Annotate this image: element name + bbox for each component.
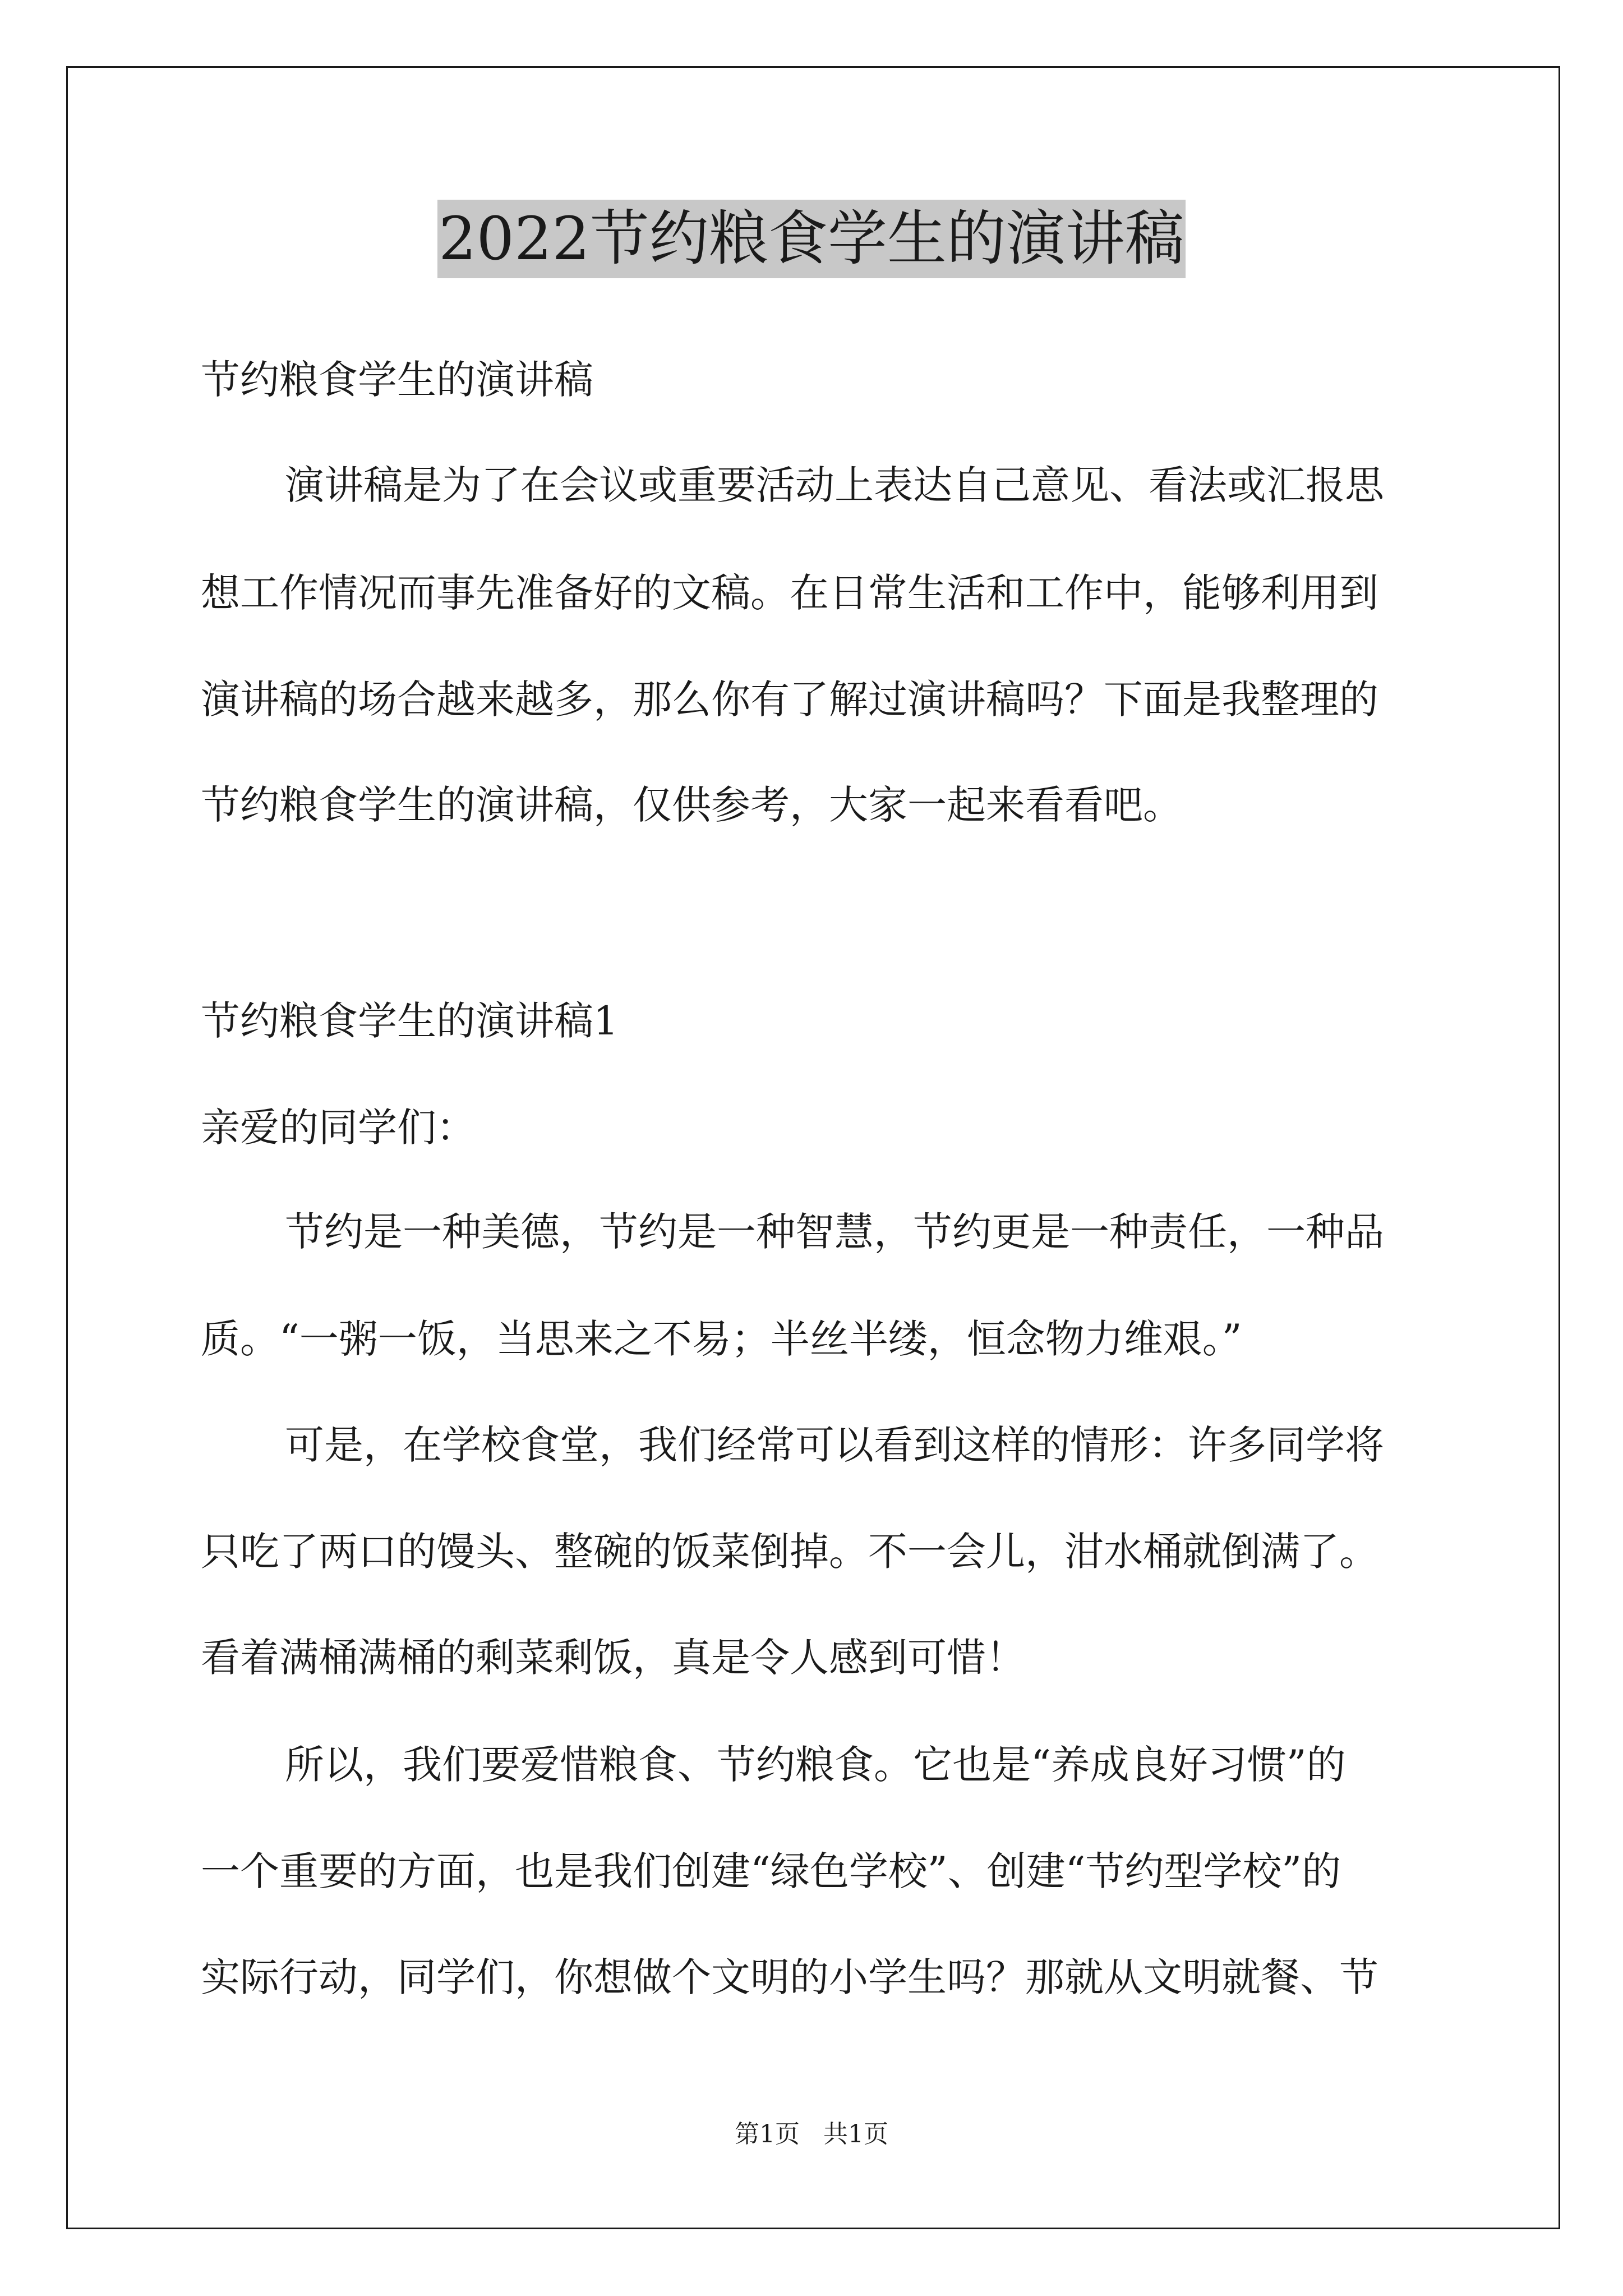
body-line: 可是，在学校食堂，我们经常可以看到这样的情形：许多同学将 (285, 1422, 1384, 1468)
greeting: 亲爱的同学们： (201, 1105, 476, 1151)
document-subtitle: 节约粮食学生的演讲稿 (201, 357, 593, 403)
intro-line: 演讲稿是为了在会议或重要活动上表达自己意见、看法或汇报思 (285, 462, 1384, 508)
intro-line: 节约粮食学生的演讲稿，仅供参考，大家一起来看看吧。 (201, 782, 1182, 828)
body-line: 节约是一种美德，节约是一种智慧，节约更是一种责任，一种品 (285, 1209, 1384, 1255)
section-heading: 节约粮食学生的演讲稿1 (201, 998, 619, 1044)
intro-line: 想工作情况而事先准备好的文稿。在日常生活和工作中，能够利用到 (201, 570, 1378, 616)
body-line: 质。“一粥一饭，当思来之不易；半丝半缕，恒念物力维艰。” (201, 1316, 1242, 1362)
document-title: 2022节约粮食学生的演讲稿 (437, 200, 1186, 278)
intro-line: 演讲稿的场合越来越多，那么你有了解过演讲稿吗？下面是我整理的 (201, 677, 1378, 723)
title-container (0, 200, 1623, 278)
body-line: 实际行动，同学们，你想做个文明的小学生吗？那就从文明就餐、节 (201, 1954, 1378, 2000)
body-line: 只吃了两口的馒头、整碗的饭菜倒掉。不一会儿，泔水桶就倒满了。 (201, 1529, 1378, 1575)
body-line: 所以，我们要爱惜粮食、节约粮食。它也是“养成良好习惯”的 (285, 1742, 1346, 1788)
page-footer: 第1页 共1页 (735, 2120, 888, 2148)
body-line: 一个重要的方面，也是我们创建“绿色学校”、创建“节约型学校”的 (201, 1848, 1341, 1894)
body-line: 看着满桶满桶的剩菜剩饭，真是令人感到可惜！ (201, 1635, 1025, 1681)
